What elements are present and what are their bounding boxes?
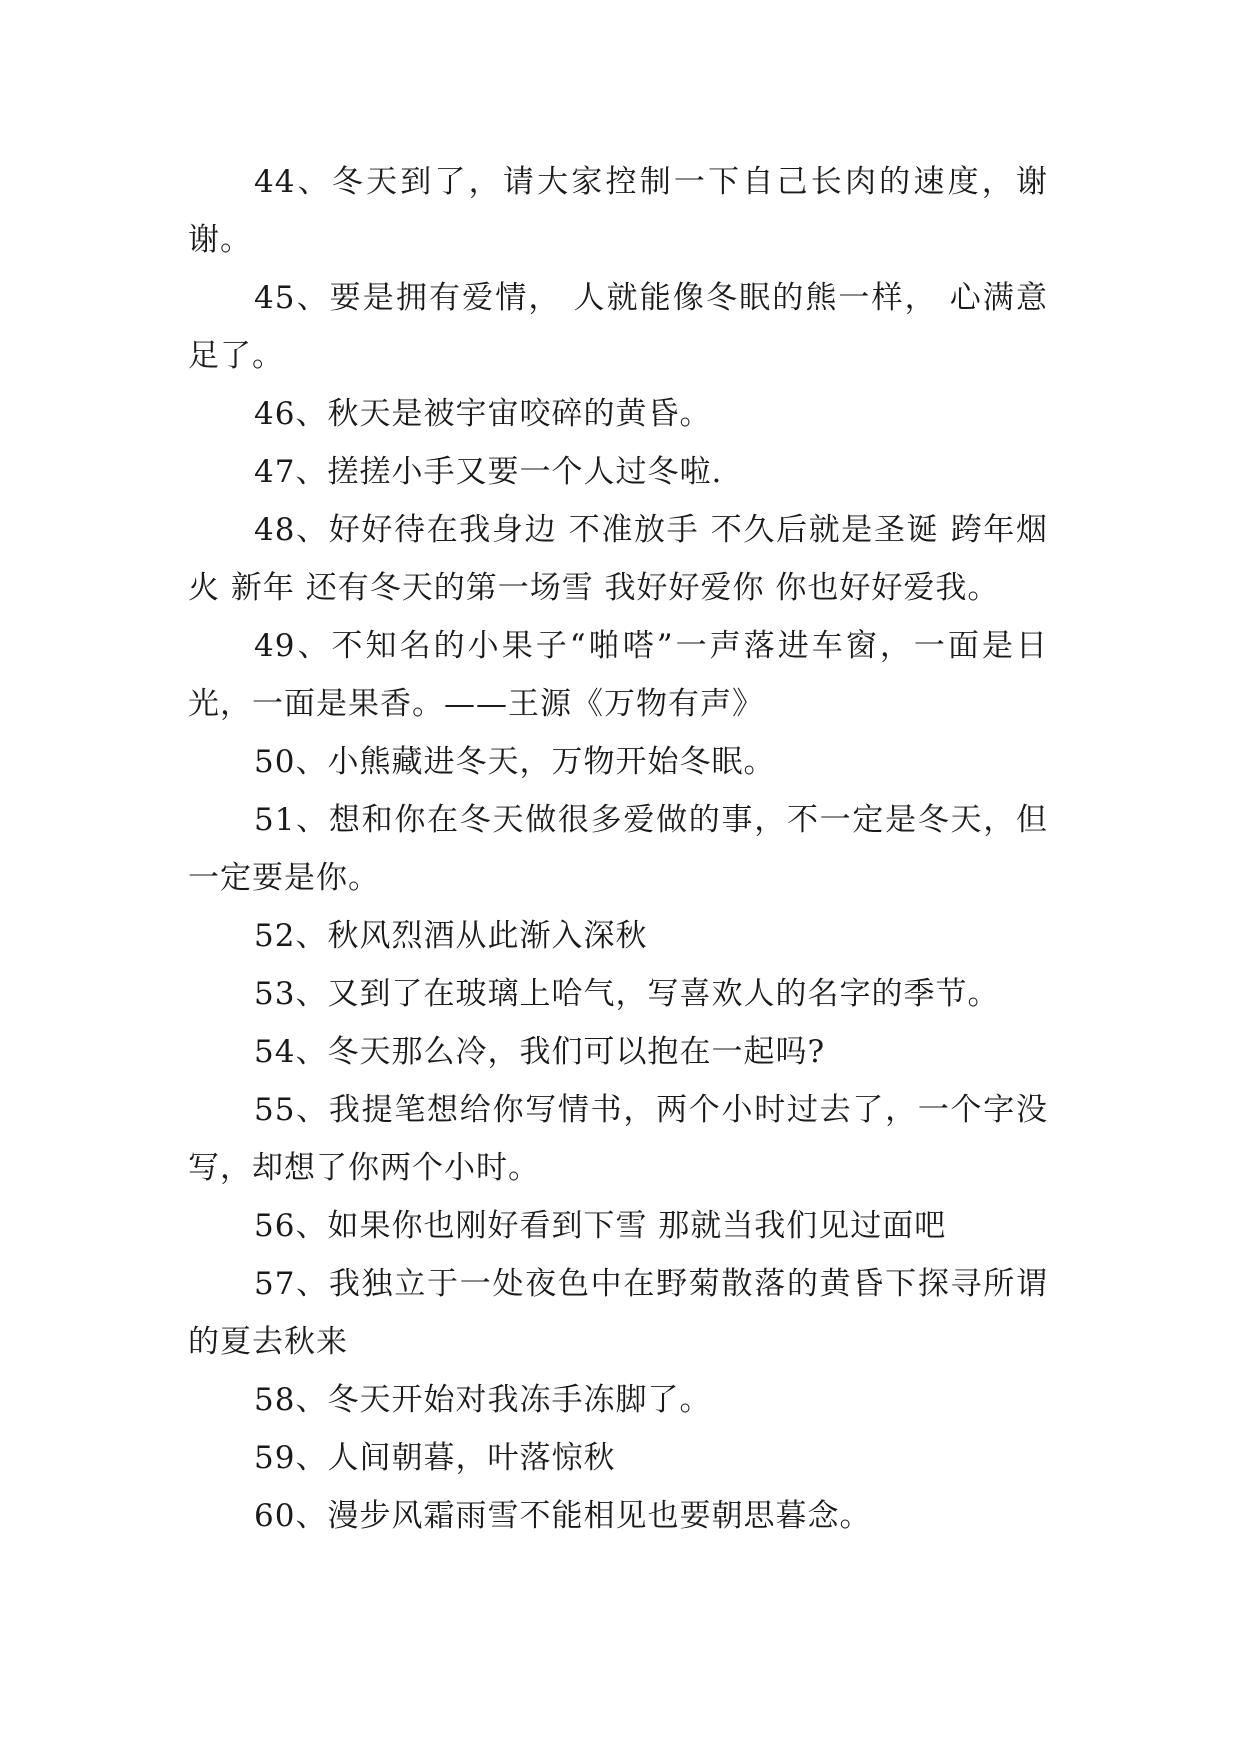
- paragraph-46: 46、秋天是被宇宙咬碎的黄昏。: [254, 396, 712, 432]
- paragraph-48: 48、好好待在我身边 不准放手 不久后就是圣诞 跨年烟火 新年 还有冬天的第一场雪 我好好爱你 你也好好爱我。: [188, 512, 1048, 606]
- paragraph-45: 45、要是拥有爱情， 人就能像冬眠的熊一样， 心满意足了。: [188, 280, 1048, 374]
- paragraph-59: 59、人间朝暮，叶落惊秋: [254, 1440, 616, 1476]
- paragraph-44: 44、冬天到了，请大家控制一下自己长肉的速度，谢谢。: [188, 164, 1048, 258]
- paragraph-55: 55、我提笔想给你写情书，两个小时过去了，一个字没写，却想了你两个小时。: [188, 1092, 1048, 1186]
- paragraph-58: 58、冬天开始对我冻手冻脚了。: [254, 1382, 712, 1418]
- paragraph-50: 50、小熊藏进冬天，万物开始冬眠。: [254, 744, 776, 780]
- paragraph-54: 54、冬天那么冷，我们可以抱在一起吗?: [254, 1034, 826, 1070]
- paragraph-47: 47、搓搓小手又要一个人过冬啦.: [254, 454, 723, 490]
- paragraph-56: 56、如果你也刚好看到下雪 那就当我们见过面吧: [254, 1208, 947, 1244]
- paragraph-52: 52、秋风烈酒从此渐入深秋: [254, 918, 648, 954]
- paragraph-57: 57、我独立于一处夜色中在野菊散落的黄昏下探寻所谓的夏去秋来: [188, 1266, 1048, 1360]
- paragraph-51: 51、想和你在冬天做很多爱做的事，不一定是冬天，但一定要是你。: [188, 802, 1048, 896]
- paragraph-53: 53、又到了在玻璃上哈气，写喜欢人的名字的季节。: [254, 976, 1000, 1012]
- document-body: [188, 153, 1048, 1545]
- paragraph-49: 49、不知名的小果子“啪嗒”一声落进车窗，一面是日光，一面是果香。——王源《万物有声》: [188, 628, 1048, 722]
- paragraph-60: 60、漫步风霜雨雪不能相见也要朝思暮念。: [254, 1498, 872, 1534]
